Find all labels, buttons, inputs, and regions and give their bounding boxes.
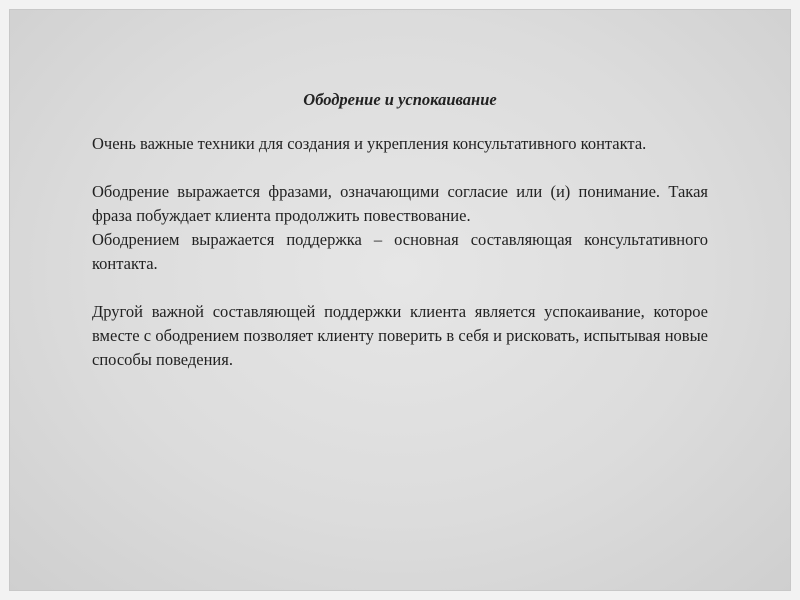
slide-title: Ободрение и успокаивание <box>303 90 497 109</box>
paragraph-encouragement-definition: Ободрение выражается фразами, означающими согласие или (и) понимание. Такая фраза побуждает клиента продолжить повествование. <box>92 182 708 225</box>
paragraph-encouragement-support: Ободрением выражается поддержка – основная составляющая консультативного контакта. <box>92 230 708 273</box>
paragraph-techniques: Очень важные техники для создания и укрепления консультативного контакта. <box>92 134 647 153</box>
paragraph-spacer <box>92 276 708 300</box>
slide-content <box>92 88 708 372</box>
paragraph-reassurance: Другой важной составляющей поддержки клиента является успокаивание, которое вместе с ободрением позволяет клиенту поверить в себя и рисковать, испытывая новые способы поведения. <box>92 302 708 369</box>
paragraph-spacer <box>92 156 708 180</box>
